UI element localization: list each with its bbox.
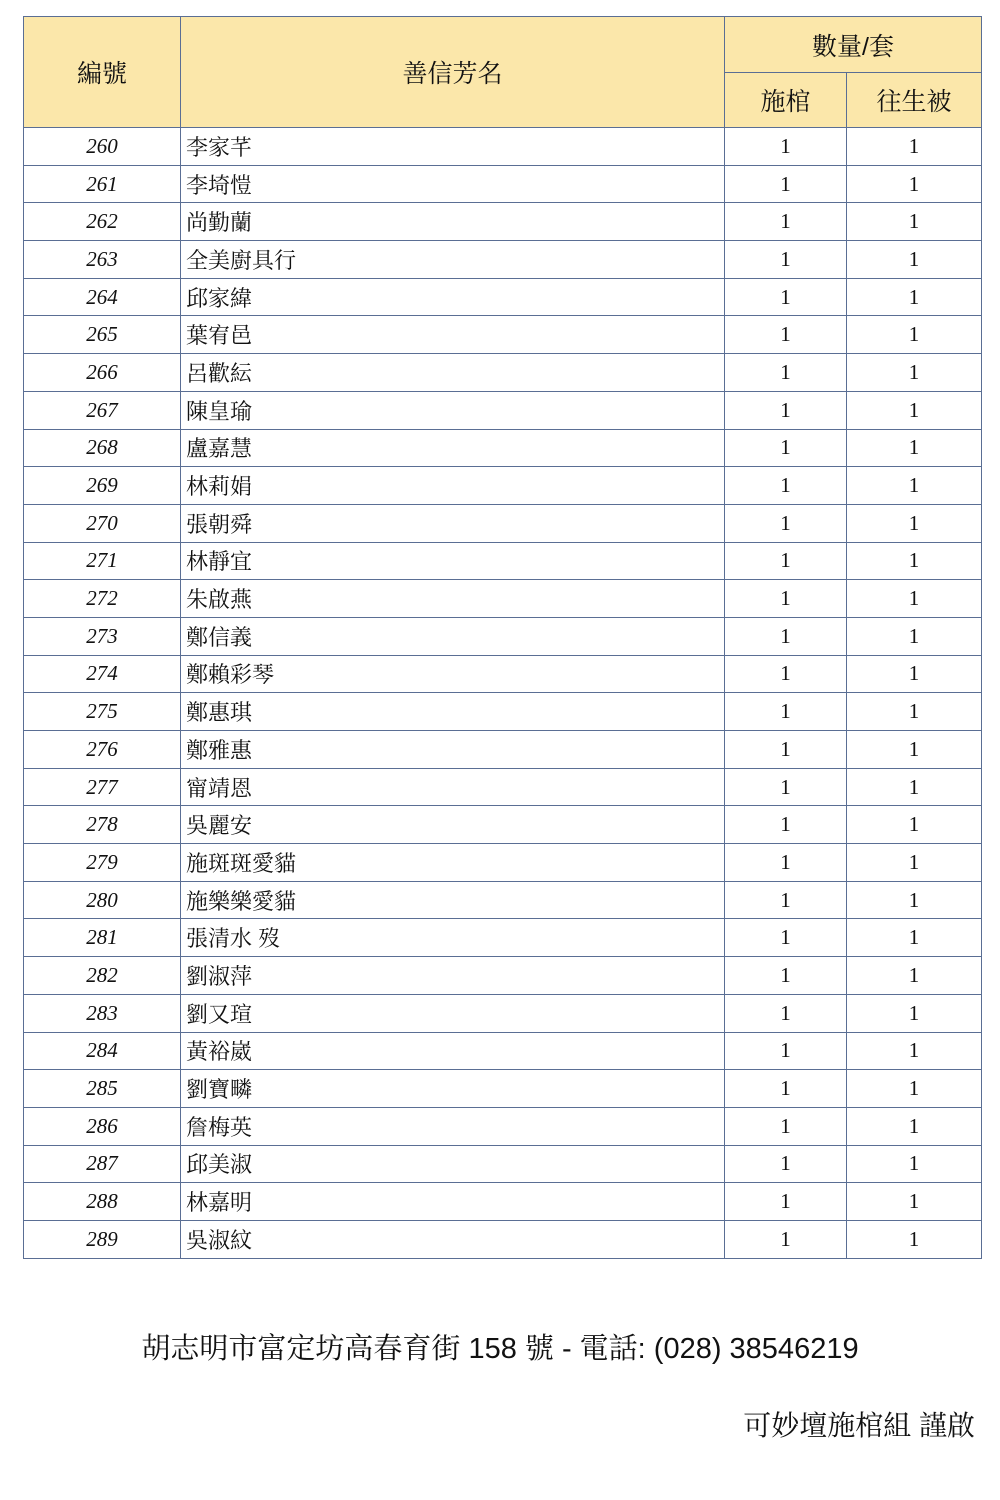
table-row: [24, 1070, 982, 1108]
coffin-qty: 1: [725, 731, 847, 769]
header-shroud: 往生被: [847, 73, 982, 128]
shroud-qty: 1: [847, 617, 982, 655]
coffin-qty: 1: [725, 1220, 847, 1258]
donor-name: 張朝舜: [181, 504, 725, 542]
coffin-qty: 1: [725, 128, 847, 166]
donor-name: 朱啟燕: [181, 580, 725, 618]
table-row: [24, 165, 982, 203]
shroud-qty: 1: [847, 241, 982, 279]
shroud-qty: 1: [847, 655, 982, 693]
row-number: 270: [24, 504, 181, 542]
row-number: 287: [24, 1145, 181, 1183]
donor-name: 李埼愷: [181, 165, 725, 203]
shroud-qty: 1: [847, 844, 982, 882]
row-number: 282: [24, 957, 181, 995]
row-number: 267: [24, 391, 181, 429]
table-row: [24, 467, 982, 505]
shroud-qty: 1: [847, 429, 982, 467]
coffin-qty: 1: [725, 919, 847, 957]
coffin-qty: 1: [725, 580, 847, 618]
row-number: 283: [24, 994, 181, 1032]
coffin-qty: 1: [725, 693, 847, 731]
row-number: 274: [24, 655, 181, 693]
row-number: 273: [24, 617, 181, 655]
donor-name: 施樂樂愛貓: [181, 881, 725, 919]
donor-name: 吳淑紋: [181, 1220, 725, 1258]
row-number: 268: [24, 429, 181, 467]
header-name: 善信芳名: [181, 17, 725, 128]
donor-name: 吳麗安: [181, 806, 725, 844]
coffin-qty: 1: [725, 957, 847, 995]
donor-name: 邱美淑: [181, 1145, 725, 1183]
header-number: 編號: [24, 17, 181, 128]
row-number: 276: [24, 731, 181, 769]
donor-name: 甯靖恩: [181, 768, 725, 806]
shroud-qty: 1: [847, 1107, 982, 1145]
coffin-qty: 1: [725, 165, 847, 203]
coffin-qty: 1: [725, 504, 847, 542]
shroud-qty: 1: [847, 1070, 982, 1108]
row-number: 269: [24, 467, 181, 505]
row-number: 280: [24, 881, 181, 919]
coffin-qty: 1: [725, 1183, 847, 1221]
table-row: [24, 1183, 982, 1221]
row-number: 277: [24, 768, 181, 806]
donor-name: 呂歡紜: [181, 354, 725, 392]
coffin-qty: 1: [725, 316, 847, 354]
row-number: 262: [24, 203, 181, 241]
shroud-qty: 1: [847, 1032, 982, 1070]
shroud-qty: 1: [847, 467, 982, 505]
coffin-qty: 1: [725, 768, 847, 806]
donor-name: 劉寶疄: [181, 1070, 725, 1108]
table-row: [24, 1145, 982, 1183]
coffin-qty: 1: [725, 1070, 847, 1108]
header-coffin: 施棺: [725, 73, 847, 128]
table-row: [24, 316, 982, 354]
donor-name: 葉宥邑: [181, 316, 725, 354]
coffin-qty: 1: [725, 844, 847, 882]
table-row: [24, 655, 982, 693]
donor-name: 林靜宜: [181, 542, 725, 580]
donor-name: 張清水 歿: [181, 919, 725, 957]
donor-name: 鄭雅惠: [181, 731, 725, 769]
table-row: [24, 542, 982, 580]
shroud-qty: 1: [847, 580, 982, 618]
row-number: 278: [24, 806, 181, 844]
row-number: 272: [24, 580, 181, 618]
shroud-qty: 1: [847, 994, 982, 1032]
table-row: [24, 278, 982, 316]
row-number: 265: [24, 316, 181, 354]
coffin-qty: 1: [725, 241, 847, 279]
coffin-qty: 1: [725, 278, 847, 316]
donor-name: 林嘉明: [181, 1183, 725, 1221]
row-number: 279: [24, 844, 181, 882]
table-row: [24, 768, 982, 806]
table-row: [24, 731, 982, 769]
shroud-qty: 1: [847, 1145, 982, 1183]
table-row: [24, 881, 982, 919]
table-row: [24, 693, 982, 731]
shroud-qty: 1: [847, 957, 982, 995]
donor-name: 陳皇瑜: [181, 391, 725, 429]
table-row: [24, 844, 982, 882]
shroud-qty: 1: [847, 1220, 982, 1258]
table-row: [24, 994, 982, 1032]
shroud-qty: 1: [847, 542, 982, 580]
shroud-qty: 1: [847, 128, 982, 166]
shroud-qty: 1: [847, 731, 982, 769]
coffin-qty: 1: [725, 806, 847, 844]
shroud-qty: 1: [847, 768, 982, 806]
row-number: 289: [24, 1220, 181, 1258]
table-row: [24, 429, 982, 467]
donor-table: [23, 16, 982, 1259]
coffin-qty: 1: [725, 467, 847, 505]
row-number: 263: [24, 241, 181, 279]
table-row: [24, 806, 982, 844]
shroud-qty: 1: [847, 693, 982, 731]
coffin-qty: 1: [725, 203, 847, 241]
shroud-qty: 1: [847, 354, 982, 392]
coffin-qty: 1: [725, 1145, 847, 1183]
row-number: 284: [24, 1032, 181, 1070]
donor-name: 施斑斑愛貓: [181, 844, 725, 882]
shroud-qty: 1: [847, 165, 982, 203]
coffin-qty: 1: [725, 655, 847, 693]
donor-name: 劉又瑄: [181, 994, 725, 1032]
coffin-qty: 1: [725, 1107, 847, 1145]
table-row: [24, 1107, 982, 1145]
row-number: 264: [24, 278, 181, 316]
donor-name: 全美廚具行: [181, 241, 725, 279]
table-row: [24, 203, 982, 241]
coffin-qty: 1: [725, 881, 847, 919]
donor-name: 黃裕崴: [181, 1032, 725, 1070]
row-number: 275: [24, 693, 181, 731]
coffin-qty: 1: [725, 429, 847, 467]
row-number: 286: [24, 1107, 181, 1145]
coffin-qty: 1: [725, 994, 847, 1032]
table-row: [24, 354, 982, 392]
donor-name: 邱家緯: [181, 278, 725, 316]
shroud-qty: 1: [847, 504, 982, 542]
coffin-qty: 1: [725, 617, 847, 655]
row-number: 285: [24, 1070, 181, 1108]
coffin-qty: 1: [725, 542, 847, 580]
table-row: [24, 128, 982, 166]
row-number: 266: [24, 354, 181, 392]
table-row: [24, 391, 982, 429]
table-row: [24, 241, 982, 279]
shroud-qty: 1: [847, 391, 982, 429]
donor-name: 鄭信義: [181, 617, 725, 655]
coffin-qty: 1: [725, 354, 847, 392]
shroud-qty: 1: [847, 278, 982, 316]
table-row: [24, 957, 982, 995]
donor-name: 劉淑萍: [181, 957, 725, 995]
donor-name: 鄭賴彩琴: [181, 655, 725, 693]
donor-name: 盧嘉慧: [181, 429, 725, 467]
shroud-qty: 1: [847, 316, 982, 354]
row-number: 281: [24, 919, 181, 957]
shroud-qty: 1: [847, 919, 982, 957]
table-row: [24, 919, 982, 957]
row-number: 288: [24, 1183, 181, 1221]
donor-name: 鄭惠琪: [181, 693, 725, 731]
donor-name: 李家芊: [181, 128, 725, 166]
table-row: [24, 504, 982, 542]
row-number: 261: [24, 165, 181, 203]
table-row: [24, 1220, 982, 1258]
shroud-qty: 1: [847, 203, 982, 241]
footer-address: 胡志明市富定坊高春育街 158 號 - 電話: (028) 38546219: [141, 1333, 859, 1365]
coffin-qty: 1: [725, 1032, 847, 1070]
row-number: 271: [24, 542, 181, 580]
table-row: [24, 1032, 982, 1070]
donor-name: 尚勤蘭: [181, 203, 725, 241]
table-row: [24, 617, 982, 655]
donor-name: 林莉娟: [181, 467, 725, 505]
row-number: 260: [24, 128, 181, 166]
shroud-qty: 1: [847, 806, 982, 844]
header-quantity: 數量/套: [725, 17, 982, 73]
shroud-qty: 1: [847, 1183, 982, 1221]
coffin-qty: 1: [725, 391, 847, 429]
footer-signature: 可妙壇施棺組 謹啟: [743, 1410, 975, 1441]
donor-name: 詹梅英: [181, 1107, 725, 1145]
table-row: [24, 580, 982, 618]
shroud-qty: 1: [847, 881, 982, 919]
